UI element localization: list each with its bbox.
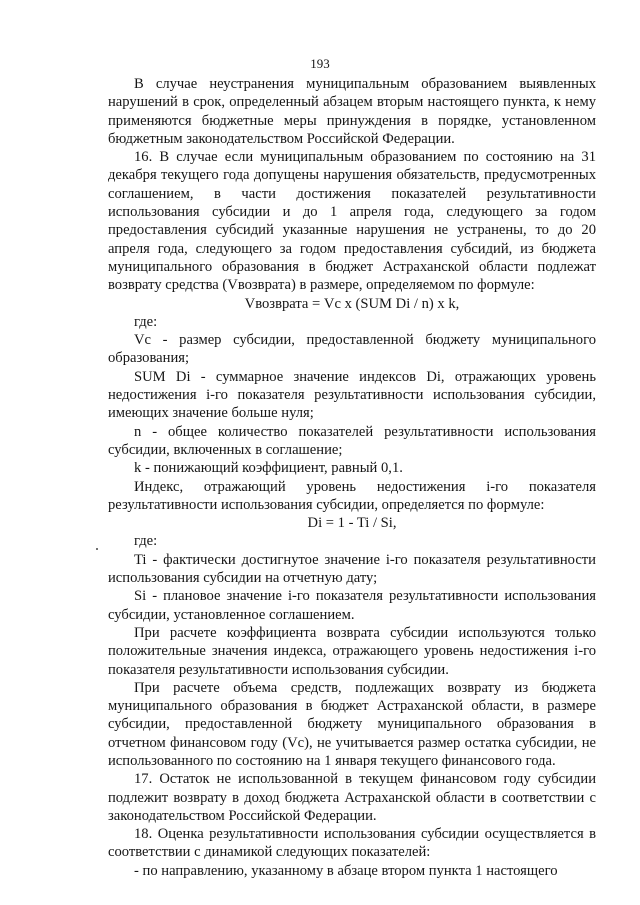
definition-k: k - понижающий коэффициент, равный 0,1. bbox=[134, 460, 403, 477]
definition-vc: Vc - размер субсидии, предоставленной бюджету муниципального образования; bbox=[108, 332, 596, 367]
paragraph-item-18: 18. Оценка результативности использования субсидии осуществляется в соответствии с динамикой следующих показателей: bbox=[108, 826, 596, 861]
formula-index-di: Di = 1 - Ti / Si, bbox=[307, 515, 397, 532]
formula-refund-amount: Vвозврата = Vc x (SUM Di / n) x k, bbox=[244, 295, 460, 312]
paragraph-item-17: 17. Остаток не использованной в текущем финансовом году субсидии подлежит возврату в доход бюджета Астраханской области в соответствии с законодательством Российской Федерации. bbox=[108, 771, 596, 824]
scan-speck bbox=[96, 548, 98, 550]
definition-n: n - общее количество показателей результативности использования субсидии, включенных в соглашение; bbox=[108, 423, 596, 458]
definition-si: Si - плановое значение i-го показателя результативности использования субсидии, установленное соглашением. bbox=[108, 588, 596, 623]
where-label: где: bbox=[134, 313, 158, 330]
paragraph-refund-calculation: При расчете объема средств, подлежащих возврату из бюджета муниципального образования в бюджет Астраханской области, в размере субсидии, предоставленной бюджету муниципального образования в отчетном финансовом году (Vc), не учитывается размер остатка субсидии, не использованного по состоянию на 1 января текущего финансового года. bbox=[108, 679, 596, 769]
document-body bbox=[108, 75, 596, 880]
definition-sum-di: SUM Di - суммарное значение индексов Di, отражающих уровень недостижения i-го показателя результативности использования субсидии, имеющих значение больше нуля; bbox=[108, 368, 596, 422]
page-number: 193 bbox=[310, 56, 330, 71]
paragraph-positive-index: При расчете коэффициента возврата субсидии используются только положительные значения индекса, отражающего уровень недостижения i-го показателя результативности использования субсидии. bbox=[108, 624, 596, 678]
paragraph-index-intro: Индекс, отражающий уровень недостижения i-го показателя результативности использования субсидии, определяется по формуле: bbox=[108, 478, 596, 513]
definition-ti: Ti - фактически достигнутое значение i-го показателя результативности использования субсидии на отчетную дату; bbox=[108, 551, 596, 587]
paragraph-item-16: 16. В случае если муниципальным образованием по состоянию на 31 декабря текущего года допущены нарушения обязательств, предусмотренных соглашением, в части достижения показателей результативности использования субсидии и до 1 апреля года, следующего за годом предоставления субсидий указанные нарушения не устранены, то до 20 апреля года, следующего за годом предоставления субсидий, из бюджета муниципального образования в бюджет Астраханской области подлежат возврату средства (Vвозврата) в размере, определяемом по формуле: bbox=[108, 149, 596, 294]
paragraph-direction-item: - по направлению, указанному в абзаце втором пункта 1 настоящего bbox=[134, 862, 558, 879]
where-label: где: bbox=[134, 533, 158, 550]
paragraph-penalty-measures: В случае неустранения муниципальным образованием выявленных нарушений в срок, определенный абзацем вторым настоящего пункта, к нему применяются бюджетные меры принуждения в порядке, установленном бюджетным законодательством Российской Федерации. bbox=[108, 76, 596, 147]
